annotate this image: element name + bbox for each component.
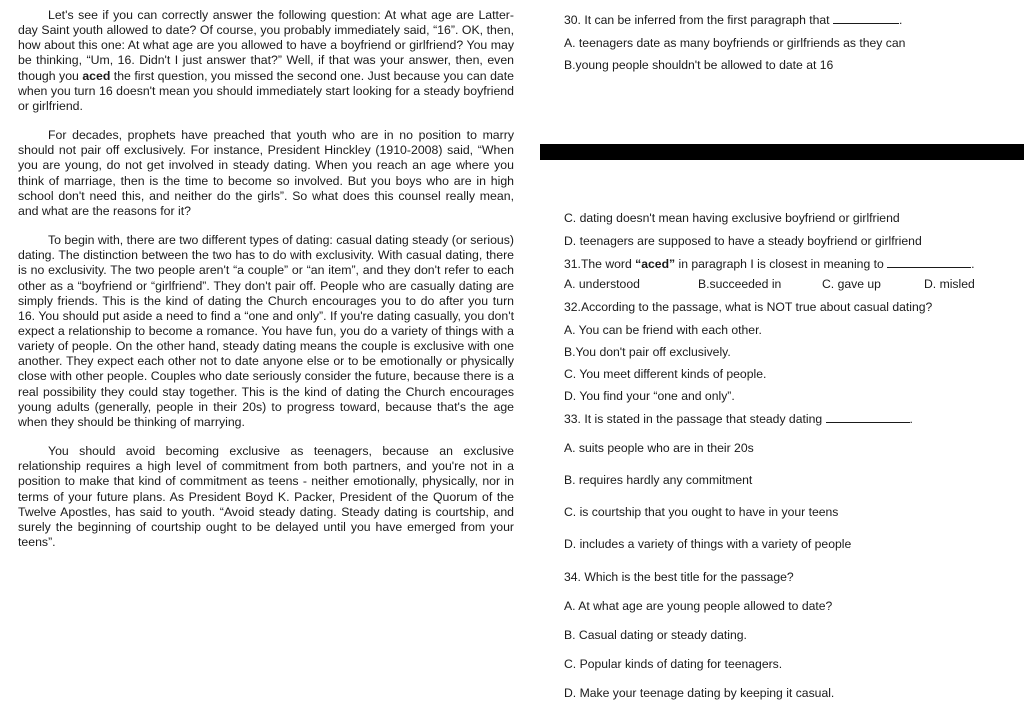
answer-blank — [826, 411, 910, 423]
paragraph-2: For decades, prophets have preached that youth who are in no position to marry should not pair off exclusively. For instance, President Hinckley (1910-2008) said, “When you are young, do not get involved in steady dating. When you reach an age where you think of marriage, then is the time to become so involved. But you boys who are in high school don't need this, and neither do the girls”. So what does this counsel really mean, and what are the reasons for it? — [18, 128, 514, 218]
q33-option-c: C. is courtship that you ought to have in your teens — [564, 505, 839, 519]
q33-option-a: A. suits people who are in their 20s — [564, 441, 754, 455]
q34-option-a: A. At what age are young people allowed to date? — [564, 599, 833, 613]
q31-option-d: D. misled — [924, 277, 975, 291]
q32-option-b: B.You don't pair off exclusively. — [564, 345, 731, 359]
q30-option-d: D. teenagers are supposed to have a steady boyfriend or girlfriend — [564, 234, 922, 248]
q32-option-c: C. You meet different kinds of people. — [564, 367, 767, 381]
aced-word: aced — [82, 68, 111, 83]
q32-option-a: A. You can be friend with each other. — [564, 323, 762, 337]
q33-option-b: B. requires hardly any commitment — [564, 473, 753, 487]
q30-option-a: A. teenagers date as many boyfriends or girlfriends as they can — [564, 36, 906, 50]
question-30: 30. It can be inferred from the first paragraph that . — [564, 13, 903, 27]
question-33: 33. It is stated in the passage that steady dating . — [564, 412, 913, 426]
paragraph-3: To begin with, there are two different types of dating: casual dating steady (or serious) dating. The distinction between the two has to do with exclusivity. With casual dating, there is no exclusivity. The two people aren't “a couple” or “an item”, and they don't refer to each other as a “boyfriend or “girlfriend”. They don't pair off. People who are casually dating are simply friends. This is the kind of dating the Church encourages you to do after you turn 16. You should put aside a need to find a “one and only”. If you're dating casually, you don't expect a relationship to become a romance. You have fun, you do a variety of things with a variety of people. On the other hand, steady dating means the couple is exclusive with one another. They expect each other not to date anyone else or to be emotionally or physically close with other people. Couples who date seriously consider the future, because there is a real possibility they could stay together. This is the kind of dating the Church encourages young adults (generally, people in their 20s) to progress toward, because that's the age when they should be thinking of marrying. — [18, 233, 514, 429]
q34-option-d: D. Make your teenage dating by keeping it casual. — [564, 686, 835, 700]
paragraph-4: You should avoid becoming exclusive as teenagers, because an exclusive relationship requires a high level of commitment from both partners, and you're not in a position to make that kind of commitment as teens - neither emotionally, physically, nor in terms of your future plans. As President Boyd K. Packer, President of the Quorum of the Twelve Apostles, has said to youth. “Avoid steady dating. Steady dating is courtship, and surely the beginning of courtship ought to be delayed until you have emerged from your teens”. — [18, 444, 514, 549]
reading-passage — [18, 8, 514, 564]
q34-option-c: C. Popular kinds of dating for teenagers. — [564, 657, 783, 671]
question-32: 32.According to the passage, what is NOT true about casual dating? — [564, 300, 933, 314]
q31-option-c: C. gave up — [822, 277, 881, 291]
redaction-bar — [540, 144, 1024, 160]
paragraph-1: Let's see if you can correctly answer the following question: At what age are Latter-day Saint youth allowed to date? Of course, you probably immediately said, “16”. OK, then, how about this one: At what age are you allowed to have a boyfriend or girlfriend? You may be thinking, “Um, 16. Didn't I just answer that?” Well, if that was your answer, then, even though you aced the first question, you missed the second one. Just because you can date when you turn 16 doesn't mean you should immediately start looking for a steady boyfriend or girlfriend. — [18, 8, 514, 113]
q32-option-d: D. You find your “one and only”. — [564, 389, 735, 403]
answer-blank — [887, 256, 971, 268]
q31-options — [564, 277, 994, 292]
q31-option-b: B.succeeded in — [698, 277, 782, 291]
q34-option-b: B. Casual dating or steady dating. — [564, 628, 747, 642]
question-31: 31.The word “aced” in paragraph I is closest in meaning to . — [564, 257, 975, 271]
q31-option-a: A. understood — [564, 277, 640, 291]
answer-blank — [833, 12, 899, 24]
q30-option-b: B.young people shouldn't be allowed to date at 16 — [564, 58, 834, 72]
q30-option-c: C. dating doesn't mean having exclusive boyfriend or girlfriend — [564, 211, 900, 225]
q33-option-d: D. includes a variety of things with a variety of people — [564, 537, 852, 551]
question-34: 34. Which is the best title for the passage? — [564, 570, 794, 584]
